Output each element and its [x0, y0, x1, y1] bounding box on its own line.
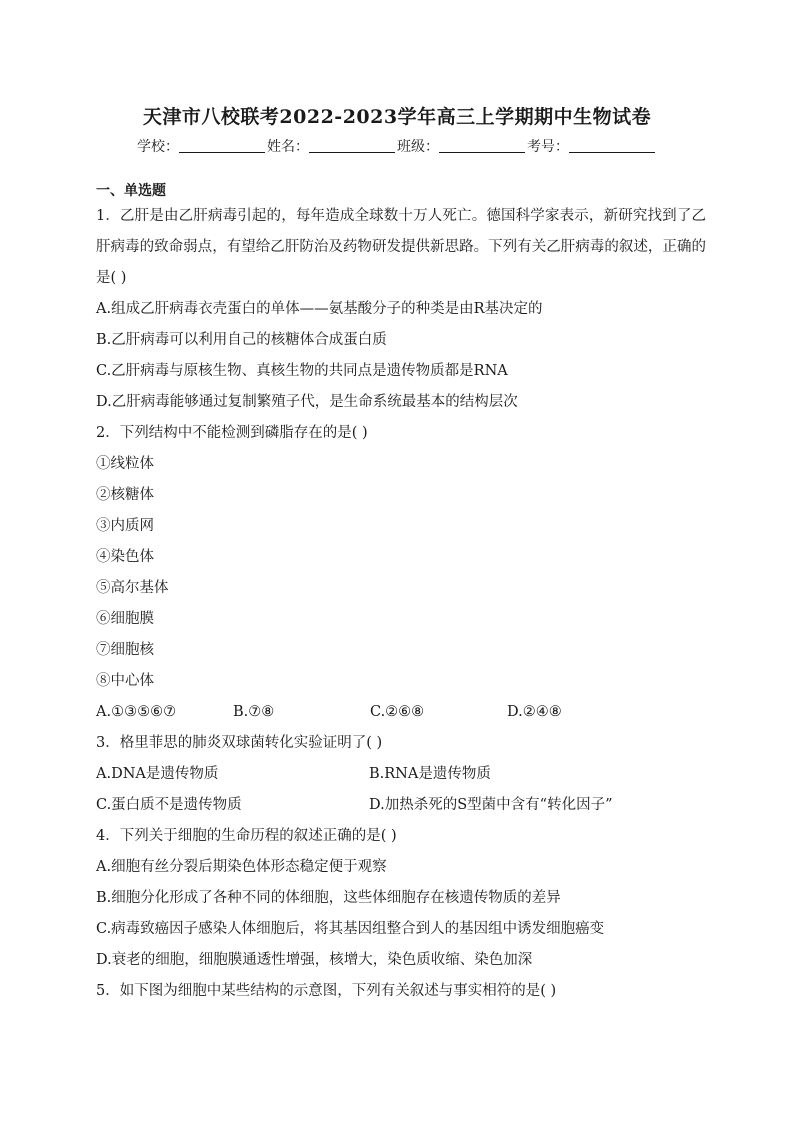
- name-label: 姓名：: [267, 139, 309, 155]
- question-1-option-d: D.乙肝病毒能够通过复制繁殖子代，是生命系统最基本的结构层次: [96, 394, 518, 410]
- question-2-item: ⑦细胞核: [96, 642, 154, 658]
- question-3-option-b: B.RNA是遗传物质: [369, 766, 491, 782]
- school-blank[interactable]: [179, 138, 265, 153]
- question-3-option-d: D.加热杀死的S型菌中含有“转化因子”: [369, 797, 613, 813]
- class-blank[interactable]: [439, 138, 525, 153]
- question-1-option-c: C.乙肝病毒与原核生物、真核生物的共同点是遗传物质都是RNA: [96, 363, 508, 379]
- question-4-option-a: A.细胞有丝分裂后期染色体形态稳定便于观察: [96, 859, 387, 875]
- question-3-stem: 3．格里菲思的肺炎双球菌转化实验证明了( ): [96, 735, 383, 751]
- question-2-item: ①线粒体: [96, 456, 154, 472]
- question-4-option-d: D.衰老的细胞，细胞膜通透性增强，核增大，染色质收缩、染色加深: [96, 952, 533, 968]
- number-label: 考号：: [527, 139, 569, 155]
- school-label: 学校：: [137, 139, 179, 155]
- section-heading: 一、单选题: [96, 183, 166, 199]
- question-2-item: ⑤高尔基体: [96, 580, 169, 596]
- question-1-option-b: B.乙肝病毒可以利用自己的核糖体合成蛋白质: [96, 332, 387, 348]
- question-4-option-b: B.细胞分化形成了各种不同的体细胞，这些体细胞存在核遗传物质的差异: [96, 890, 561, 906]
- number-blank[interactable]: [569, 138, 655, 153]
- question-2-item: ②核糖体: [96, 487, 154, 503]
- question-2-item: ⑥细胞膜: [96, 611, 154, 627]
- question-2-item: ④染色体: [96, 549, 154, 565]
- question-2-option-a: A.①③⑤⑥⑦: [96, 704, 177, 720]
- question-1-stem: 1．乙肝是由乙肝病毒引起的，每年造成全球数十万人死亡。德国科学家表示，新研究找到了乙肝病毒的致命弱点，有望给乙肝防治及药物研发提供新思路。下列有关乙肝病毒的叙述，正确的是( ): [96, 208, 706, 286]
- question-1-option-a: A.组成乙肝病毒衣壳蛋白的单体——氨基酸分子的种类是由R基决定的: [96, 301, 543, 317]
- class-label: 班级：: [397, 139, 439, 155]
- question-2-stem: 2．下列结构中不能检测到磷脂存在的是( ): [96, 425, 368, 441]
- name-blank[interactable]: [309, 138, 395, 153]
- question-2-option-d: D.②④⑧: [507, 704, 562, 720]
- question-3-option-c: C.蛋白质不是遗传物质: [96, 797, 242, 813]
- question-5-stem: 5．如下图为细胞中某些结构的示意图，下列有关叙述与事实相符的是( ): [96, 983, 557, 999]
- question-2-options: [96, 697, 706, 728]
- question-4-option-c: C.病毒致癌因子感染人体细胞后，将其基因组整合到人的基因组中诱发细胞癌变: [96, 921, 605, 937]
- student-info-line: [0, 136, 794, 156]
- question-2-item: ③内质网: [96, 518, 154, 534]
- question-4-stem: 4．下列关于细胞的生命历程的叙述正确的是( ): [96, 828, 397, 844]
- page-title: 天津市八校联考2022-2023学年高三上学期期中生物试卷: [142, 106, 652, 128]
- questions-body: [96, 201, 706, 1007]
- question-2-item: ⑧中心体: [96, 673, 154, 689]
- question-3-options-row-1: [96, 759, 706, 790]
- question-3-option-a: A.DNA是遗传物质: [96, 766, 219, 782]
- question-3-options-row-2: [96, 790, 706, 821]
- question-2-option-c: C.②⑥⑧: [370, 704, 425, 720]
- question-2-option-b: B.⑦⑧: [233, 704, 275, 720]
